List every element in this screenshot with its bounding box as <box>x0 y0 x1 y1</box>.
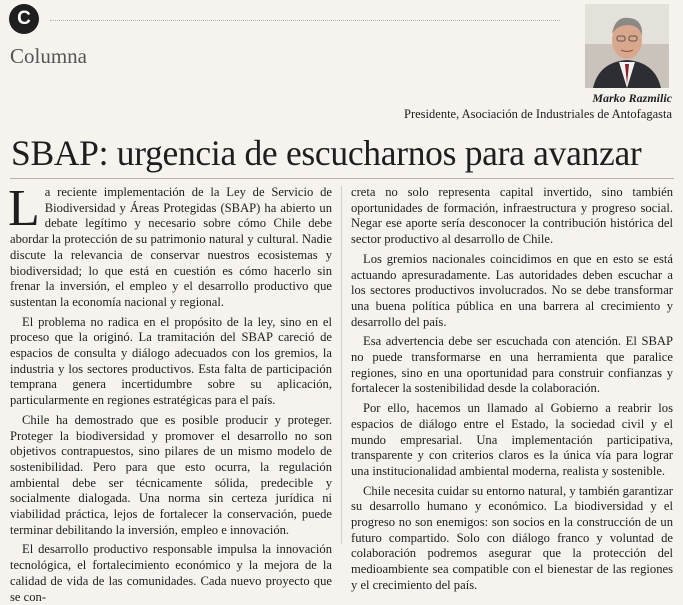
article-paragraph: creta no solo representa capital invertido, sino también oportunidades de formación, infraestructura y progreso social. Negar ese aporte sería desconocer la contribución histórica del sector productivo al desarrollo de Chile. <box>351 185 673 247</box>
column-badge: C <box>9 4 39 34</box>
author-name: Marko Razmilic <box>592 91 672 105</box>
article-paragraph: Los gremios nacionales coincidimos en que en esto se está actuando apresuradamente. Las autoridades deben escuchar a los sectores productivos involucrados. No se debe transformar una buena política pública en una barrera al crecimiento y desarrollo del país. <box>351 251 673 329</box>
section-label: Columna <box>10 44 87 68</box>
article-headline: SBAP: urgencia de escucharnos para avanzar <box>11 133 642 173</box>
article-column-left <box>8 180 332 604</box>
drop-cap: L <box>8 180 40 237</box>
author-photo <box>585 4 669 88</box>
author-portrait-image <box>585 4 669 88</box>
author-title: Presidente, Asociación de Industriales de Antofagasta <box>404 107 672 121</box>
top-divider <box>50 20 560 21</box>
article-paragraph: La reciente implementación de la Ley de Servicio de Biodiversidad y Áreas Protegidas (SBAP) ha abierto un debate legítimo y necesario sobre cómo Chile debe abordar la protección de su patrimonio natural y cultural. Nadie discute la relevancia de conservar nuestros ecosistemas y biodiversidad; lo que está en cuestión es cómo hacerlo sin frenar la inversión, el empleo y el desarrollo productivo que sustentan la economía nacional y regional. <box>8 180 332 309</box>
article-paragraph: Chile necesita cuidar su entorno natural, y también garantizar su desarrollo humano y económico. La biodiversidad y el progreso no son enemigos: son socios en la construcción de un futuro compartido. Solo con diálogo franco y voluntad de colaboración podremos asegurar que la protección del medioambiente sea compatible con el bienestar de las regiones y el crecimiento del país. <box>351 483 673 592</box>
column-divider <box>341 186 342 544</box>
article-paragraph: El problema no radica en el propósito de la ley, sino en el proceso que la originó. La tramitación del SBAP careció de espacios de consulta y diálogo adecuados con los gremios, la industria y los sectores productivos. Esta falta de participación temprana genera incertidumbre sobre su aplicación, particularmente en regiones estratégicas para el país. <box>10 314 332 408</box>
article-paragraph: El desarrollo productivo responsable impulsa la innovación tecnológica, el fortalecimiento económico y la mejora de la calidad de vida de las comunidades. Cada nuevo proyecto que se con- <box>10 542 332 604</box>
headline-divider <box>10 178 674 179</box>
article-paragraph: Esa advertencia debe ser escuchada con atención. El SBAP no puede transformarse en una herramienta que paralice regiones, sino en una oportunidad para construir confianzas y fortalecer la sostenibilidad desde la colaboración. <box>351 334 673 396</box>
article-paragraph: Chile ha demostrado que es posible producir y proteger. Proteger la biodiversidad y promover el desarrollo no son objetivos contrapuestos, sino pilares de un mismo modelo de sostenibilidad. Pero para que esto ocurra, la regulación ambiental debe ser técnicamente sólida, predecible y socialmente dialogada. Una norma sin certeza jurídica ni viabilidad práctica, lejos de fortalecer la conservación, puede terminar debilitando la inversión, empleo e innovación. <box>10 412 332 537</box>
article-paragraph: Por ello, hacemos un llamado al Gobierno a reabrir los espacios de diálogo entre el Estado, la sociedad civil y el mundo empresarial. Una implementación participativa, transparente y con criterios claros es la única vía para lograr una institucionalidad ambiental moderna, realista y sostenible. <box>351 401 673 478</box>
article-column-right <box>351 185 673 592</box>
